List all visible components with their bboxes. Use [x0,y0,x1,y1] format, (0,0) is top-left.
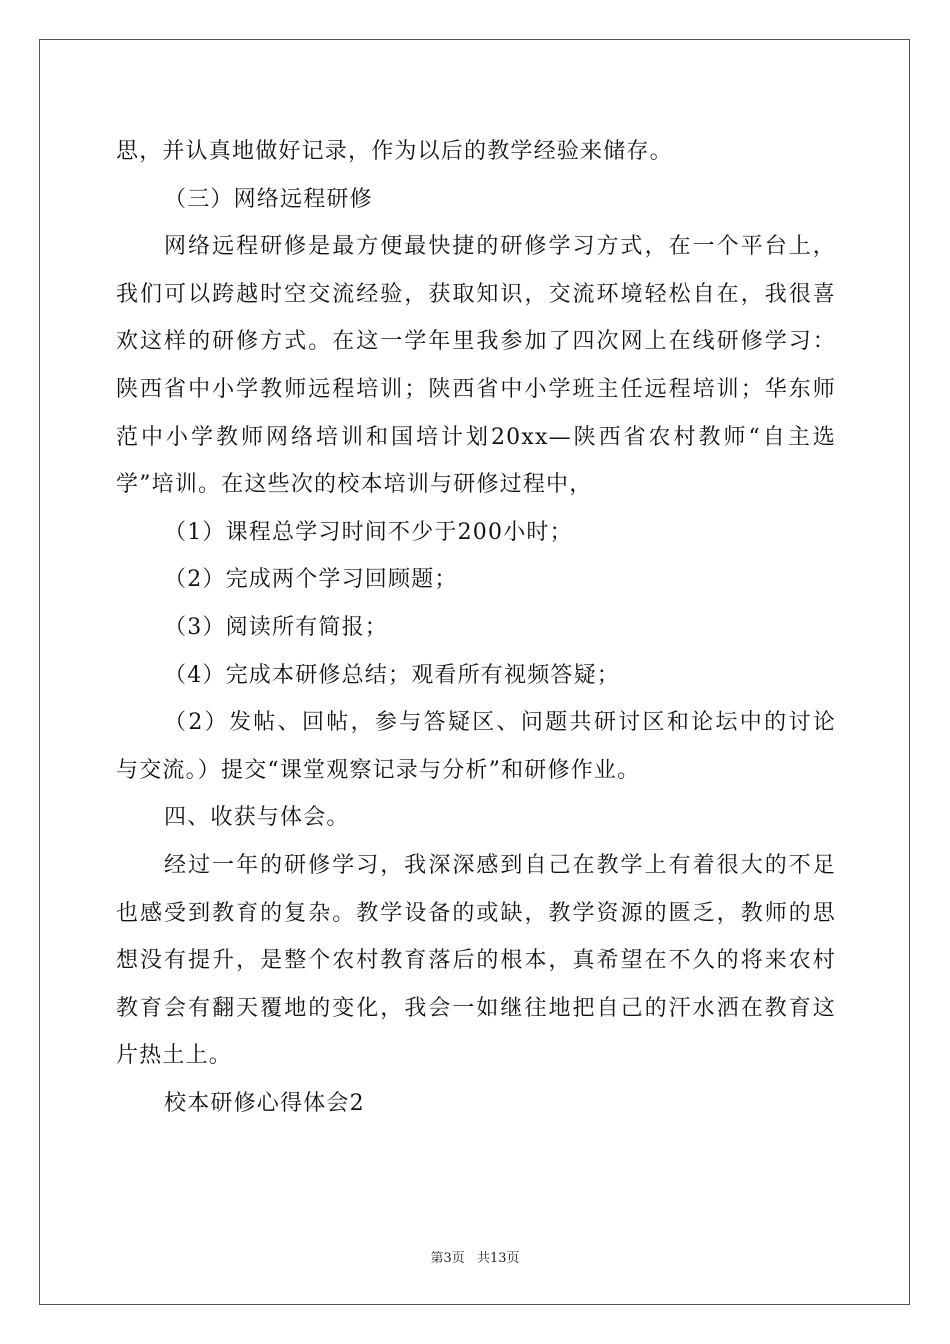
text-line: 经过一年的研修学习，我深深感到自己在教学上有着很大的不足 [164,852,836,878]
text-line: 思，并认真地做好记录，作为以后的教学经验来储存。 [116,139,673,164]
text-line: 范中小学教师网络培训和国培计划20xx—陕西省农村教师“自主选 [116,424,836,450]
text-line: 与交流。）提交“课堂观察记录与分析”和研修作业。 [116,757,641,783]
text-line: 网络远程研修是最方便最快捷的研修学习方式，在一个平台上， [164,234,836,260]
list-item: （1）课程总学习时间不少于200小时； [164,519,573,545]
text-line: 想没有提升，是整个农村教育落后的根本，真希望在不久的将来农村 [116,948,836,974]
page-number: 第3页 [430,1251,465,1266]
document-body [116,128,836,1127]
text-line: 我们可以跨越时空交流经验，获取知识，交流环境轻松自在，我很喜 [116,281,836,307]
section-heading: 校本研修心得体会2 [164,1090,365,1116]
text-line: 也感受到教育的复杂。教学设备的或缺，教学资源的匮乏，教师的思 [116,900,836,926]
list-item: （2）完成两个学习回顾题； [164,567,458,593]
page-total: 共13页 [476,1251,520,1266]
text-line: 片热土上。 [116,1043,233,1069]
text-line: 学”培训。在这些次的校本培训与研修过程中， [116,472,593,498]
list-item: （4）完成本研修总结；观看所有视频答疑； [164,662,620,688]
section-heading: 四、收获与体会。 [164,805,350,831]
list-item: （2）发帖、回帖，参与答疑区、问题共研讨区和论坛中的讨论 [164,710,836,736]
text-line: 欢这样的研修方式。在这一学年里我参加了四次网上在线研修学习： [116,329,836,355]
page-footer [0,1247,950,1266]
text-line: 教育会有翻天覆地的变化，我会一如继往地把自己的汗水洒在教育这 [116,995,836,1021]
section-heading: （三）网络远程研修 [164,186,373,212]
list-item: （3）阅读所有简报； [164,614,388,640]
text-line: 陕西省中小学教师远程培训；陕西省中小学班主任远程培训；华东师 [116,376,836,402]
